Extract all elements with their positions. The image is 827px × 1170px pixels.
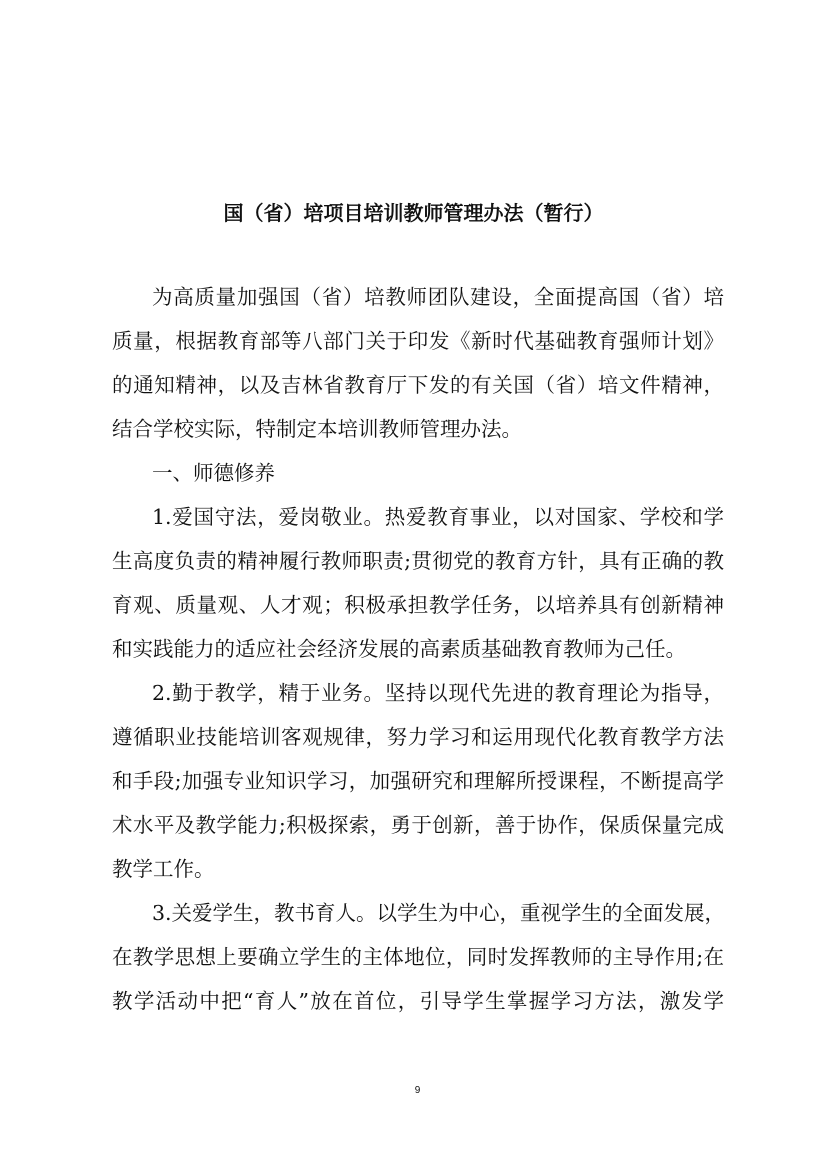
document-title: 国（省）培项目培训教师管理办法（暂行） bbox=[223, 201, 604, 225]
paragraph-line: 质量，根据教育部等八部门关于印发《新时代基础教育强师计划》 bbox=[112, 329, 724, 353]
page-number: 9 bbox=[414, 1085, 421, 1096]
paragraph-line: 结合学校实际，特制定本培训教师管理办法。 bbox=[112, 417, 522, 441]
paragraph-line: 1.爱国守法，爱岗敬业。热爱教育事业，以对国家、学校和学 bbox=[152, 505, 724, 529]
paragraph-line: 和实践能力的适应社会经济发展的高素质基础教育教师为己任。 bbox=[112, 637, 686, 661]
paragraph-line: 的通知精神，以及吉林省教育厅下发的有关国（省）培文件精神， bbox=[112, 373, 724, 397]
paragraph-line: 教学活动中把“育人”放在首位，引导学生掌握学习方法，激发学 bbox=[112, 989, 724, 1013]
paragraph-line: 生高度负责的精神履行教师职责;贯彻党的教育方针，具有正确的教 bbox=[112, 549, 724, 573]
paragraph-line: 3.关爱学生，教书育人。以学生为中心，重视学生的全面发展， bbox=[152, 901, 726, 925]
paragraph-line: 教学工作。 bbox=[112, 857, 215, 881]
paragraph-line: 2.勤于教学，精于业务。坚持以现代先进的教育理论为指导， bbox=[152, 681, 724, 705]
paragraph-line: 术水平及教学能力;积极探索，勇于创新，善于协作，保质保量完成 bbox=[112, 813, 724, 837]
paragraph-line: 遵循职业技能培训客观规律，努力学习和运用现代化教育教学方法 bbox=[112, 725, 724, 749]
paragraph-line: 和手段;加强专业知识学习，加强研究和理解所授课程，不断提高学 bbox=[112, 769, 724, 793]
section-heading: 一、师德修养 bbox=[152, 461, 275, 485]
paragraph-line: 育观、质量观、人才观；积极承担教学任务，以培养具有创新精神 bbox=[112, 593, 724, 617]
paragraph-line: 在教学思想上要确立学生的主体地位，同时发挥教师的主导作用;在 bbox=[112, 945, 724, 969]
paragraph-line: 为高质量加强国（省）培教师团队建设，全面提高国（省）培 bbox=[152, 285, 724, 309]
